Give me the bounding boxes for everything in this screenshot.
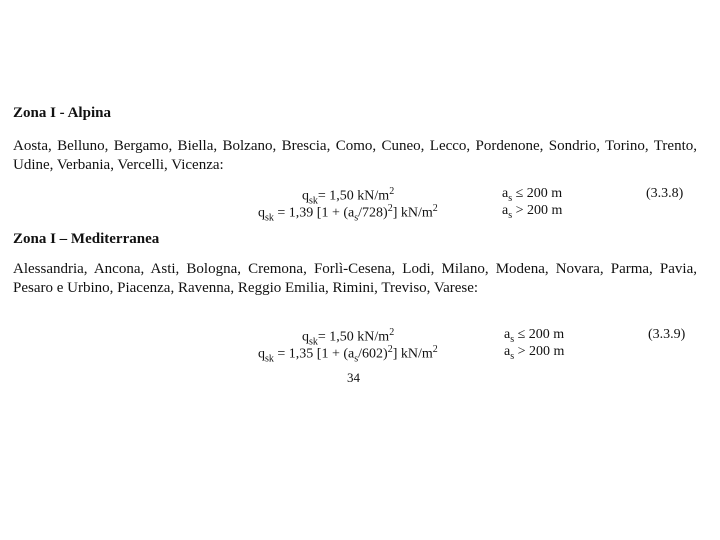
mediterranea-equation-2: $q_{sk} = 1,35$ $[1 + (a_s/602)^2]$ $kN/m^2$ xyxy=(258,344,438,365)
alpina-equation-1: $q_{sk}= 1,50$ $kN/m^2$ xyxy=(302,186,395,207)
zone-alpina-heading: Zona I - Alpina xyxy=(13,105,111,121)
alpina-condition-1: $a_s \le 200$ m xyxy=(502,186,563,204)
alpina-equation-2: $q_{sk} = 1,39$ $[1 + (a_s/728)^2]$ $kN/m^2$ xyxy=(258,203,438,224)
page-number: 34 xyxy=(347,370,360,385)
mediterranea-equation-1: $q_{sk}= 1,50$ $kN/m^2$ xyxy=(302,327,395,348)
zone-alpina-cities: Aosta, Belluno, Bergamo, Biella, Bolzano, Brescia, Como, Cuneo, Lecco, Pordenone, Sondrio, Torino, Trento, Udine, Verbania, Vercelli, Vicenza: xyxy=(13,138,697,173)
mediterranea-condition-2: $a_s > 200$ m xyxy=(504,344,565,362)
zone-mediterranea-cities: Alessandria, Ancona, Asti, Bologna, Cremona, Forlì-Cesena, Lodi, Milano, Modena, Novara, Parma, Pavia, Pesaro e Urbino, Piacenza, Ravenna, Reggio Emilia, Rimini, Treviso, Varese: xyxy=(13,261,697,296)
alpina-condition-2: $a_s > 200$ m xyxy=(502,203,563,221)
zone-mediterranea-heading: Zona I – Mediterranea xyxy=(13,231,160,247)
alpina-equation-number: (3.3.8) xyxy=(646,186,684,201)
mediterranea-condition-1: $a_s \le 200$ m xyxy=(504,327,565,345)
mediterranea-equation-number: (3.3.9) xyxy=(648,327,686,342)
